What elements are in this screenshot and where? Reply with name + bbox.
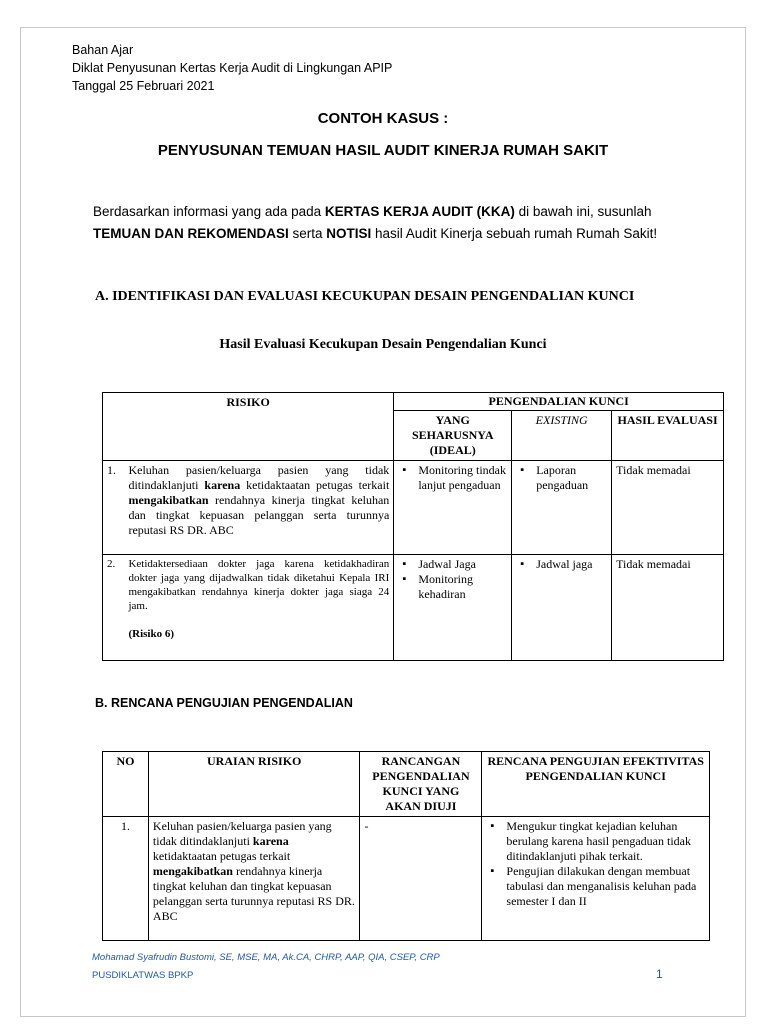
ideal-control [394,555,512,661]
col-header-rencana: RENCANA PENGUJIAN EFEKTIVITAS PENGENDALIAN KUNCI [482,752,710,817]
row-number: 1. [103,817,149,941]
risk-text: ketidaktaatan petugas terkait [240,478,390,492]
intro-bold-temuan: TEMUAN DAN REKOMENDASI [93,226,289,241]
table-header-row [103,393,724,411]
section-b-heading: B. RENCANA PENGUJIAN PENGENDALIAN [95,696,353,710]
risk-keyword: karena [252,834,289,848]
table-row [103,461,724,555]
control-design: - [360,817,482,941]
bullet-item: ▪ Monitoring tindak lanjut pengaduan [418,463,507,493]
header-line-2: Diklat Penyusunan Kertas Kerja Audit di Lingkungan APIP [72,61,393,75]
footer-author: Mohamad Syafrudin Bustomi, SE, MSE, MA, Ak.CA, CHRP, AAP, QIA, CSEP, CRP [92,952,440,963]
bullet-item: ▪ Monitoring kehadiran [418,572,507,602]
col-header-rancangan: RANCANGAN PENGENDALIAN KUNCI YANG AKAN DIUJI [360,752,482,817]
row-number: 1. [103,461,125,555]
intro-bold-notisi: NOTISI [326,226,372,241]
row-number: 2. [103,555,125,661]
risk-keyword: mengakibatkan [128,493,209,507]
existing-control [512,461,612,555]
bullet-item: ▪ Jadwal jaga [536,557,607,572]
existing-control [512,555,612,661]
intro-paragraph [93,201,693,245]
testing-plan-table [102,751,710,941]
risk-keyword: mengakibatkan [152,864,233,878]
col-header-no: NO [103,752,149,817]
bullet-item: ▪ Mengukur tingkat kejadian keluhan berulang karena hasil pengaduan tidak ditindaklanjuti pihak terkait. [506,819,705,864]
col-header-uraian: URAIAN RISIKO [148,752,360,817]
col-header-pengendalian: PENGENDALIAN KUNCI [394,393,724,411]
risk-text: Ketidaktersediaan dokter jaga karena ketidakhadiran dokter jaga yang dijadwalkan tidak diketahui Kepala IRI mengakibatkan rendahnya kinerja dokter jaga siaga 24 jam. [128,558,390,612]
evaluation-table [102,392,724,661]
section-a-heading: A. IDENTIFIKASI DAN EVALUASI KECUKUPAN DESAIN PENGENDALIAN KUNCI [95,289,635,304]
table-row [103,817,710,941]
header-line-1: Bahan Ajar [72,43,134,57]
risk-note: (Risiko 6) [128,628,174,640]
table-header-row [103,752,710,817]
col-header-existing: EXISTING [512,411,612,461]
bullet-item: ▪ Laporan pengaduan [536,463,607,493]
page-number: 1 [656,967,663,981]
risk-text: ketidaktaatan petugas terkait [152,849,291,863]
risk-description [124,461,393,555]
evaluation-result: Tidak memadai [612,461,724,555]
col-header-risiko: RISIKO [103,393,394,461]
bullet-item: ▪ Jadwal Jaga [418,557,507,572]
table-row [103,555,724,661]
document-title: CONTOH KASUS : [317,110,449,127]
intro-text-2: di bawah ini, susunlah [514,204,652,219]
section-a-subheading: Hasil Evaluasi Kecukupan Desain Pengendalian Kunci [219,337,547,352]
risk-text: Keluhan pasien/keluarga pasien yang tidak ditindaklanjuti [152,819,332,848]
col-header-ideal: YANG SEHARUSNYA (IDEAL) [394,411,512,461]
col-header-hasil: HASIL EVALUASI [612,411,724,461]
ideal-control [394,461,512,555]
document-subtitle: PENYUSUNAN TEMUAN HASIL AUDIT KINERJA RUMAH SAKIT [157,142,609,159]
risk-description [148,817,360,941]
footer-organization: PUSDIKLATWAS BPKP [92,970,194,981]
risk-keyword: karena [204,478,241,492]
header-line-3: Tanggal 25 Februari 2021 [72,79,215,93]
risk-text: rendahnya kinerja tingkat keluhan dan tingkat kepuasan pelanggan serta turunnya reputasi RS DR. ABC [152,864,355,923]
risk-description [124,555,393,661]
intro-text-3: serta [288,226,327,241]
intro-text-1: Berdasarkan informasi yang ada pada [93,204,325,219]
intro-bold-kka: KERTAS KERJA AUDIT (KKA) [324,204,515,219]
risk-text: Keluhan pasien/keluarga pasien yang tidak ditindaklanjuti [128,463,390,492]
evaluation-result: Tidak memadai [612,555,724,661]
testing-plan [482,817,710,941]
risk-text: rendahnya kinerja tingkat keluhan dan tingkat kepuasan pelanggan serta turunnya reputasi RS DR. ABC [128,493,390,537]
intro-text-4: hasil Audit Kinerja sebuah rumah Rumah Sakit! [371,226,658,241]
bullet-item: ▪ Pengujian dilakukan dengan membuat tabulasi dan menganalisis keluhan pada semester I dan II [506,864,705,909]
